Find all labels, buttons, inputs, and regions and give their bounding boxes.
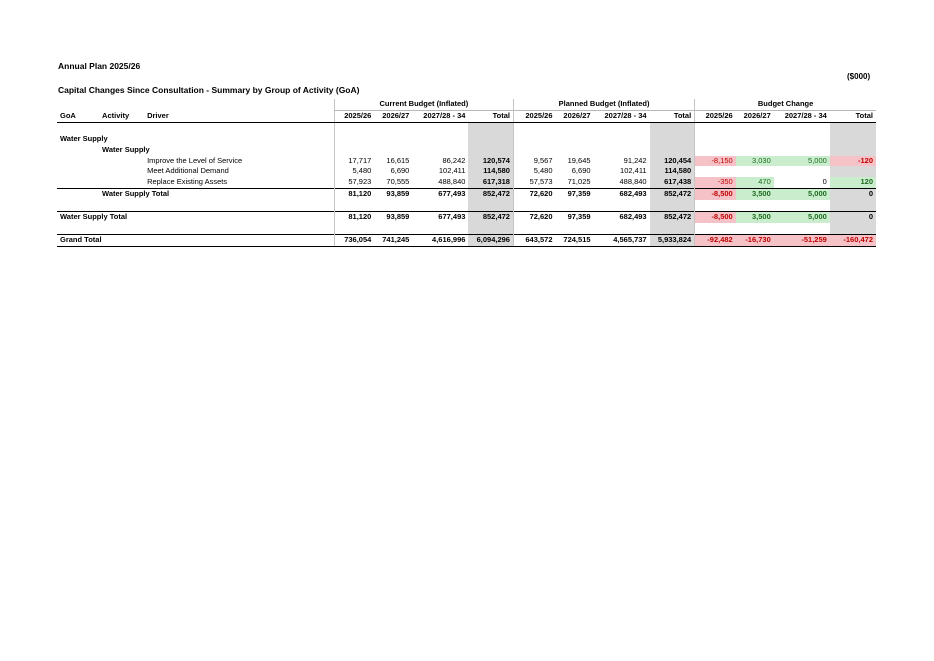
value-cell: -16,730 (736, 234, 774, 246)
activity-total-row (57, 189, 876, 200)
value-cell: 97,359 (556, 212, 594, 223)
header-year: 2027/28 - 34 (412, 110, 468, 122)
value-cell (334, 134, 374, 145)
value-cell: 470 (736, 177, 774, 188)
value-cell (774, 134, 830, 145)
value-cell (412, 145, 468, 156)
value-cell: 97,359 (556, 189, 594, 200)
value-cell: 114,580 (468, 166, 513, 177)
value-cell (736, 166, 774, 177)
value-cell (374, 223, 412, 234)
value-cell (594, 134, 650, 145)
value-cell (695, 134, 736, 145)
value-cell (695, 200, 736, 211)
spacer-cell (144, 223, 334, 234)
group-budget-change: Budget Change (695, 99, 876, 110)
spacer-cell (144, 122, 334, 133)
spacer-cell (99, 134, 334, 145)
value-cell (774, 223, 830, 234)
spacer-cell (57, 145, 99, 156)
report-title: Annual Plan 2025/26 (58, 61, 141, 71)
value-cell (374, 145, 412, 156)
value-cell (334, 200, 374, 211)
header-year: 2026/27 (374, 110, 412, 122)
value-cell (468, 200, 513, 211)
value-cell (736, 223, 774, 234)
value-cell: 6,690 (390, 166, 410, 176)
value-cell (513, 200, 555, 211)
header-year: 2027/28 - 34 (594, 110, 650, 122)
value-cell (412, 223, 468, 234)
value-cell: 5,000 (774, 156, 830, 167)
activity-total-label: Water Supply Total (99, 189, 334, 200)
value-cell (412, 134, 468, 145)
header-year: 2026/27 (736, 110, 774, 122)
spacer-cell (57, 177, 99, 188)
value-cell (594, 223, 650, 234)
value-cell (513, 134, 555, 145)
value-cell (830, 145, 876, 156)
value-cell: 3,500 (736, 212, 774, 223)
value-cell (830, 134, 876, 145)
value-cell: 677,493 (412, 212, 468, 223)
value-cell: 0 (830, 189, 876, 200)
goa-label: Water Supply (60, 133, 108, 143)
value-cell: 0 (822, 177, 827, 187)
value-cell: 91,242 (623, 155, 647, 165)
value-cell: 120,454 (650, 156, 695, 167)
value-cell: 5,933,824 (650, 234, 695, 246)
spacer-cell (57, 189, 99, 200)
value-cell: 57,573 (513, 177, 555, 188)
grand-total-row (57, 234, 876, 246)
value-cell (556, 145, 594, 156)
value-cell: 677,493 (412, 189, 468, 200)
value-cell (374, 200, 412, 211)
header-activity: Activity (99, 110, 144, 122)
header-year: Total (468, 110, 513, 122)
value-cell: 4,616,996 (412, 234, 468, 246)
value-cell (830, 122, 876, 133)
driver-label: Improve the Level of Service (147, 155, 243, 165)
value-cell (412, 200, 468, 211)
value-cell: -350 (695, 177, 736, 188)
group-current-budget: Current Budget (Inflated) (334, 99, 513, 110)
spacer-cell (99, 223, 144, 234)
goa-total-label: Water Supply Total (57, 212, 334, 223)
value-cell (412, 122, 468, 133)
value-cell (650, 134, 695, 145)
value-cell: 5,000 (774, 189, 830, 200)
value-cell (513, 145, 555, 156)
value-cell: 0 (830, 212, 876, 223)
grand-total-label: Grand Total (57, 234, 334, 246)
value-cell: 852,472 (650, 212, 695, 223)
value-cell (650, 145, 695, 156)
value-cell (334, 145, 374, 156)
value-cell: 57,923 (334, 177, 374, 188)
value-cell: 852,472 (650, 189, 695, 200)
spacer-cell (99, 200, 144, 211)
value-cell: 3,030 (736, 156, 774, 167)
value-cell: 71,025 (567, 177, 591, 187)
value-cell (468, 223, 513, 234)
value-cell (556, 122, 594, 133)
value-cell (556, 134, 594, 145)
value-cell: 70,555 (386, 177, 410, 187)
driver-row (57, 156, 876, 167)
driver-row (57, 166, 876, 177)
value-cell (650, 223, 695, 234)
value-cell: 5,480 (334, 166, 374, 177)
value-cell: -92,482 (695, 234, 736, 246)
value-cell (374, 134, 412, 145)
header-year: 2025/26 (695, 110, 736, 122)
value-cell: 93,859 (374, 212, 412, 223)
value-cell: 81,120 (334, 212, 374, 223)
value-cell: 3,500 (736, 189, 774, 200)
value-cell (513, 223, 555, 234)
spacer-cell (57, 200, 99, 211)
spacer-cell (99, 156, 144, 167)
header-year: 2025/26 (334, 110, 374, 122)
activity-label: Water Supply (102, 144, 150, 154)
value-cell: 102,411 (438, 166, 466, 176)
value-cell (334, 223, 374, 234)
value-cell: -8,150 (695, 156, 736, 167)
value-cell (695, 145, 736, 156)
value-cell: 5,480 (513, 166, 555, 177)
blank-row (57, 223, 876, 234)
value-cell: 102,411 (620, 166, 647, 176)
value-cell (736, 200, 774, 211)
value-cell: 736,054 (334, 234, 374, 246)
value-cell (830, 223, 876, 234)
header-year: 2026/27 (556, 110, 594, 122)
spacer-cell (57, 166, 99, 177)
group-planned-budget: Planned Budget (Inflated) (513, 99, 694, 110)
value-cell (594, 200, 650, 211)
value-cell: 724,515 (556, 234, 594, 246)
value-cell (695, 122, 736, 133)
value-cell: 72,620 (513, 189, 555, 200)
value-cell: 86,242 (442, 155, 466, 165)
driver-label: Replace Existing Assets (147, 177, 228, 187)
blank-row (57, 200, 876, 211)
value-cell: 16,615 (386, 155, 410, 165)
spacer-cell (144, 99, 334, 110)
value-cell: 6,690 (571, 166, 591, 176)
value-cell (556, 200, 594, 211)
spacer-cell (99, 99, 144, 110)
header-driver: Driver (144, 110, 334, 122)
value-cell (374, 122, 412, 133)
value-cell (695, 223, 736, 234)
value-cell (736, 145, 774, 156)
value-cell: 643,572 (513, 234, 555, 246)
header-year: Total (650, 110, 695, 122)
goa-row (57, 134, 876, 145)
value-cell: 617,438 (650, 177, 695, 188)
value-cell: 741,245 (374, 234, 412, 246)
spacer-cell (99, 166, 144, 177)
value-cell: 93,859 (374, 189, 412, 200)
value-cell (774, 200, 830, 211)
units-label: ($000) (847, 72, 871, 81)
value-cell: 4,565,737 (594, 234, 650, 246)
value-cell (830, 166, 876, 177)
value-cell (774, 145, 830, 156)
activity-row (57, 145, 876, 156)
header-year: Total (830, 110, 876, 122)
value-cell (468, 122, 513, 133)
report-subtitle: Capital Changes Since Consultation - Summary by Group of Activity (GoA) (58, 85, 360, 95)
value-cell (736, 134, 774, 145)
value-cell: 488,840 (619, 177, 647, 187)
value-cell (830, 200, 876, 211)
spacer-cell (57, 122, 99, 133)
value-cell (594, 122, 650, 133)
goa-total-row (57, 212, 876, 223)
header-year: 2027/28 - 34 (774, 110, 830, 122)
spacer-cell (57, 156, 99, 167)
spacer-cell (144, 200, 334, 211)
value-cell (468, 134, 513, 145)
value-cell (774, 166, 830, 177)
column-header-row (57, 110, 876, 122)
value-cell: 81,120 (334, 189, 374, 200)
value-cell: 114,580 (650, 166, 695, 177)
value-cell (594, 145, 650, 156)
spacer-cell (99, 177, 144, 188)
value-cell: -8,500 (695, 189, 736, 200)
driver-label: Meet Additional Demand (147, 166, 229, 176)
driver-row (57, 177, 876, 188)
value-cell: 17,717 (334, 156, 374, 167)
value-cell: -160,472 (830, 234, 876, 246)
value-cell (468, 145, 513, 156)
value-cell (774, 122, 830, 133)
header-goa: GoA (57, 110, 99, 122)
value-cell: 617,318 (468, 177, 513, 188)
blank-row (57, 122, 876, 133)
value-cell: 120,574 (468, 156, 513, 167)
value-cell: -120 (830, 156, 876, 167)
value-cell: 72,620 (513, 212, 555, 223)
value-cell (650, 200, 695, 211)
value-cell: 488,840 (438, 177, 466, 187)
group-header-row (57, 99, 876, 110)
value-cell: 682,493 (594, 212, 650, 223)
value-cell (556, 223, 594, 234)
value-cell (513, 122, 555, 133)
value-cell: 5,000 (774, 212, 830, 223)
value-cell (736, 122, 774, 133)
value-cell: 120 (830, 177, 876, 188)
value-cell: -8,500 (695, 212, 736, 223)
value-cell (334, 122, 374, 133)
value-cell: 682,493 (594, 189, 650, 200)
value-cell: 9,567 (513, 156, 555, 167)
value-cell: 852,472 (468, 212, 513, 223)
value-cell: -51,259 (774, 234, 830, 246)
spacer-cell (57, 223, 99, 234)
value-cell: 852,472 (468, 189, 513, 200)
value-cell: 6,094,296 (468, 234, 513, 246)
value-cell (650, 122, 695, 133)
value-cell: 19,645 (567, 155, 591, 165)
spacer-cell (57, 99, 99, 110)
header-year: 2025/26 (513, 110, 555, 122)
value-cell (695, 166, 736, 177)
spacer-cell (99, 122, 144, 133)
capital-changes-table (57, 99, 876, 247)
